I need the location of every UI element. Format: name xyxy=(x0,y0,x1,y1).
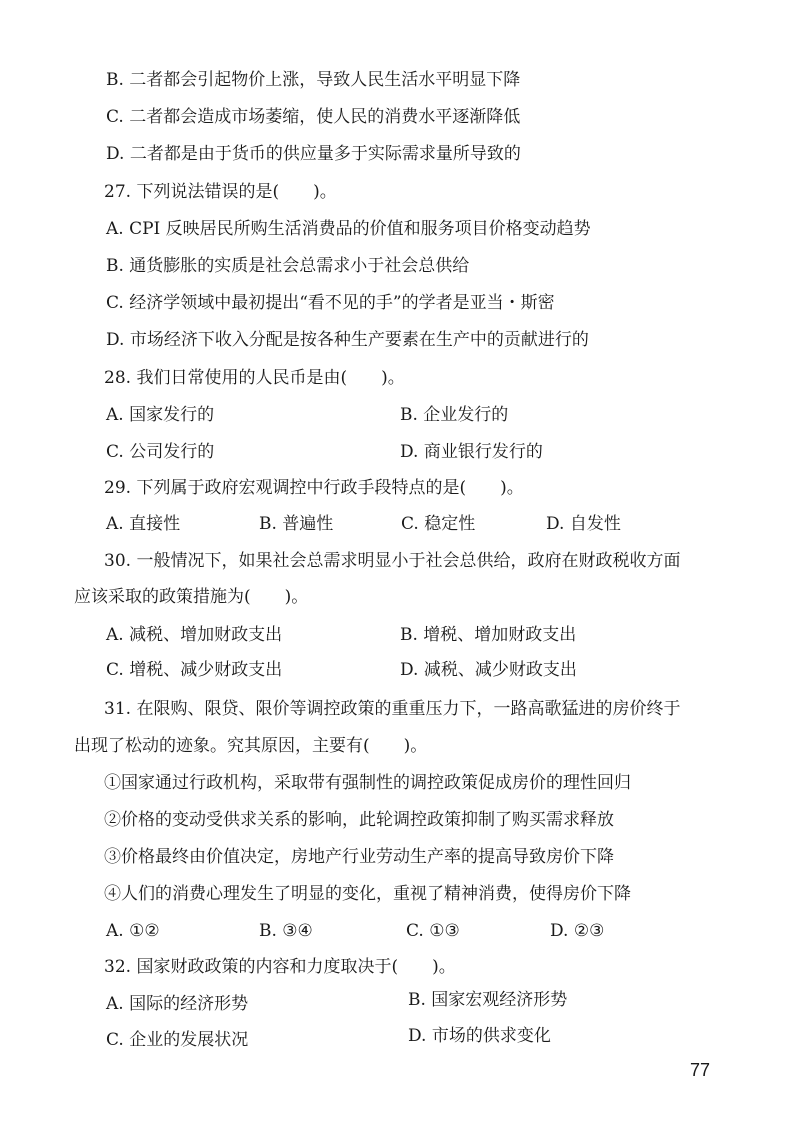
option-c-q28: C. 公司发行的 xyxy=(106,442,215,462)
statement-1-q31: ①国家通过行政机构，采取带有强制性的调控政策促成房价的理性回归 xyxy=(104,773,631,793)
option-b-q28: B. 企业发行的 xyxy=(400,405,509,425)
question-30-line-2: 应该采取的政策措施为( )。 xyxy=(74,587,309,607)
option-c-q29: C. 稳定性 xyxy=(401,514,476,534)
option-d-q28: D. 商业银行发行的 xyxy=(400,442,543,462)
statement-3-q31: ③价格最终由价值决定，房地产行业劳动生产率的提高导致房价下降 xyxy=(104,847,614,867)
question-31-line-2: 出现了松动的迹象。究其原因，主要有( )。 xyxy=(74,736,428,756)
option-d-q26: D. 二者都是由于货币的供应量多于实际需求量所导致的 xyxy=(106,144,521,164)
option-b-q29: B. 普遍性 xyxy=(259,514,334,534)
option-c-q32: C. 企业的发展状况 xyxy=(106,1030,249,1050)
option-a-q28: A. 国家发行的 xyxy=(106,405,215,425)
option-c-q31: C. ①③ xyxy=(406,921,460,941)
question-30-line-1: 30. 一般情况下，如果社会总需求明显小于社会总供给，政府在财政税收方面 xyxy=(104,551,681,571)
question-32: 32. 国家财政政策的内容和力度取决于( )。 xyxy=(104,957,456,977)
option-d-q31: D. ②③ xyxy=(550,921,605,941)
statement-2-q31: ②价格的变动受供求关系的影响，此轮调控政策抑制了购买需求释放 xyxy=(104,810,614,830)
question-29: 29. 下列属于政府宏观调控中行政手段特点的是( )。 xyxy=(104,478,524,498)
option-c-q26: C. 二者都会造成市场萎缩，使人民的消费水平逐渐降低 xyxy=(106,107,521,127)
question-31-line-1: 31. 在限购、限贷、限价等调控政策的重重压力下，一路高歌猛进的房价终于 xyxy=(104,699,681,719)
option-d-q29: D. 自发性 xyxy=(546,514,621,534)
option-a-q27: A. CPI 反映居民所购生活消费品的价值和服务项目价格变动趋势 xyxy=(106,219,591,239)
option-a-q29: A. 直接性 xyxy=(106,514,181,534)
option-a-q31: A. ①② xyxy=(106,921,160,941)
option-d-q32: D. 市场的供求变化 xyxy=(408,1026,551,1046)
option-b-q27: B. 通货膨胀的实质是社会总需求小于社会总供给 xyxy=(106,256,470,276)
option-c-q27: C. 经济学领域中最初提出“看不见的手”的学者是亚当・斯密 xyxy=(106,293,555,313)
option-c-q30: C. 增税、减少财政支出 xyxy=(106,660,283,680)
option-b-q31: B. ③④ xyxy=(259,921,313,941)
option-a-q32: A. 国际的经济形势 xyxy=(106,994,249,1014)
option-b-q32: B. 国家宏观经济形势 xyxy=(408,990,568,1010)
option-a-q30: A. 减税、增加财政支出 xyxy=(106,625,283,645)
option-d-q30: D. 减税、减少财政支出 xyxy=(400,660,577,680)
option-b-q26: B. 二者都会引起物价上涨，导致人民生活水平明显下降 xyxy=(106,70,521,90)
statement-4-q31: ④人们的消费心理发生了明显的变化，重视了精神消费，使得房价下降 xyxy=(104,884,631,904)
option-d-q27: D. 市场经济下收入分配是按各种生产要素在生产中的贡献进行的 xyxy=(106,330,589,350)
question-27: 27. 下列说法错误的是( )。 xyxy=(104,182,337,202)
page-number: 77 xyxy=(690,1060,711,1080)
question-28: 28. 我们日常使用的人民币是由( )。 xyxy=(104,368,405,388)
option-b-q30: B. 增税、增加财政支出 xyxy=(400,625,577,645)
